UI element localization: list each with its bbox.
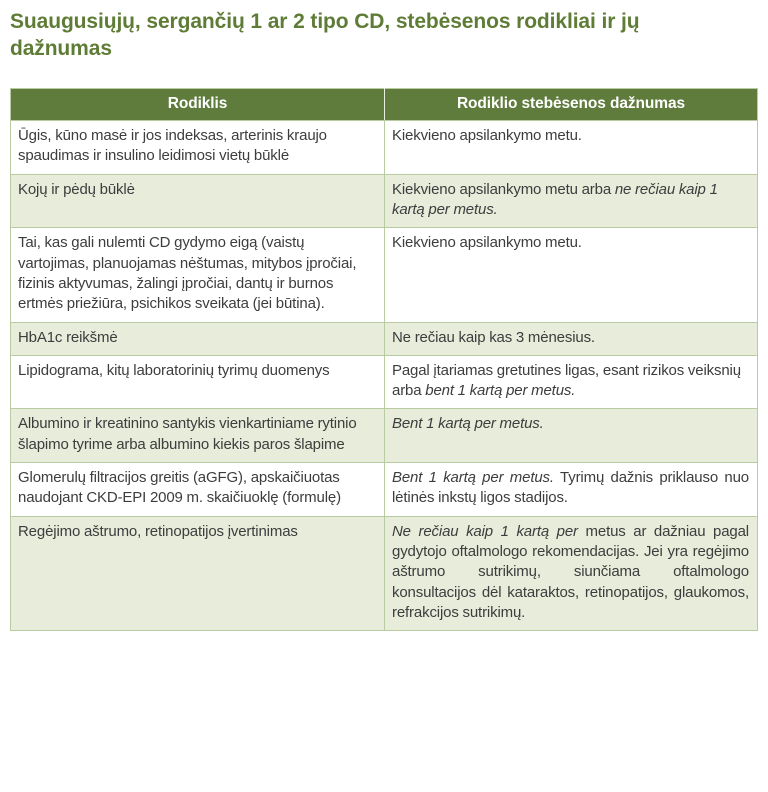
- frequency-emphasis: bent 1 kartą per metus.: [425, 382, 576, 400]
- column-header-indicator: Rodiklis: [11, 89, 385, 121]
- frequency-text: Ne rečiau kaip kas 3 mėnesius.: [392, 328, 595, 346]
- table-row: [11, 409, 758, 463]
- frequency-emphasis: Bent 1 kartą per metus.: [392, 469, 554, 487]
- monitoring-table-container: [10, 88, 757, 631]
- frequency-text: Pagal įtariamas gretutines ligas, esant rizikos veiksnių arba: [392, 361, 741, 400]
- table-row: [11, 322, 758, 355]
- table-row: [11, 463, 758, 517]
- cell-frequency: [385, 228, 758, 322]
- cell-indicator: Albumino ir kreatinino santykis vienkartiniame rytinio šlapimo tyrime arba albumino kiekis paros šlapime: [11, 409, 385, 463]
- frequency-text: Kiekvieno apsilankymo metu.: [392, 127, 582, 144]
- page-title: Suaugusiųjų, sergančių 1 ar 2 tipo CD, stebėsenos rodikliai ir jų dažnumas: [10, 10, 640, 60]
- cell-frequency: [385, 121, 758, 175]
- cell-frequency: [385, 409, 758, 463]
- frequency-text: Kiekvieno apsilankymo metu.: [392, 234, 582, 252]
- column-header-frequency: Rodiklio stebėsenos dažnumas: [385, 89, 758, 121]
- cell-indicator: Regėjimo aštrumo, retinopatijos įvertinimas: [11, 516, 385, 631]
- frequency-text-continued: Tyrimų dažnis priklauso nuo lėtinės inkstų ligos stadijos.: [392, 469, 749, 507]
- cell-indicator: Kojų ir pėdų būklė: [11, 174, 385, 228]
- monitoring-table: [10, 88, 758, 631]
- frequency-text: Kiekvieno apsilankymo metu arba: [392, 180, 615, 198]
- cell-indicator: Tai, kas gali nulemti CD gydymo eigą (vaistų vartojimas, planuojamas nėštumas, mitybos įpročiai, fizinis aktyvumas, žalingi įpročiai, dantų ir burnos ertmės priežiūra, psichikos sveikata (jei būtina).: [11, 228, 385, 322]
- frequency-emphasis: Bent 1 kartą per metus.: [392, 415, 544, 433]
- cell-frequency: [385, 355, 758, 409]
- table-header-row: [11, 89, 758, 121]
- table-row: [11, 355, 758, 409]
- cell-frequency: [385, 463, 758, 517]
- frequency-emphasis: Ne rečiau kaip 1 kartą per: [392, 522, 578, 540]
- table-row: [11, 174, 758, 228]
- cell-indicator: Lipidograma, kitų laboratorinių tyrimų duomenys: [11, 355, 385, 409]
- cell-indicator: HbA1c reikšmė: [11, 322, 385, 355]
- cell-frequency: [385, 174, 758, 228]
- cell-frequency: [385, 516, 758, 631]
- frequency-emphasis: ne rečiau kaip 1 kartą per metus.: [392, 180, 718, 218]
- table-row: [11, 121, 758, 175]
- table-row: [11, 516, 758, 631]
- cell-indicator: Ūgis, kūno masė ir jos indeksas, arterinis kraujo spaudimas ir insulino leidimosi vietų būklė: [11, 121, 385, 175]
- frequency-text-continued: metus ar dažniau pagal gydytojo oftalmologo rekomendacijas. Jei yra regėjimo aštrumo sutrikimų, siunčiama oftalmologo konsultacijos dėl kataraktos, retinopatijos, glaukomos, refrakcijos sutrikimų.: [392, 522, 749, 621]
- cell-frequency: [385, 322, 758, 355]
- cell-indicator: Glomerulų filtracijos greitis (aGFG), apskaičiuotas naudojant CKD-EPI 2009 m. skaičiuoklę (formulę): [11, 463, 385, 517]
- table-body: [11, 121, 758, 631]
- table-row: [11, 228, 758, 322]
- table-head: [11, 89, 758, 121]
